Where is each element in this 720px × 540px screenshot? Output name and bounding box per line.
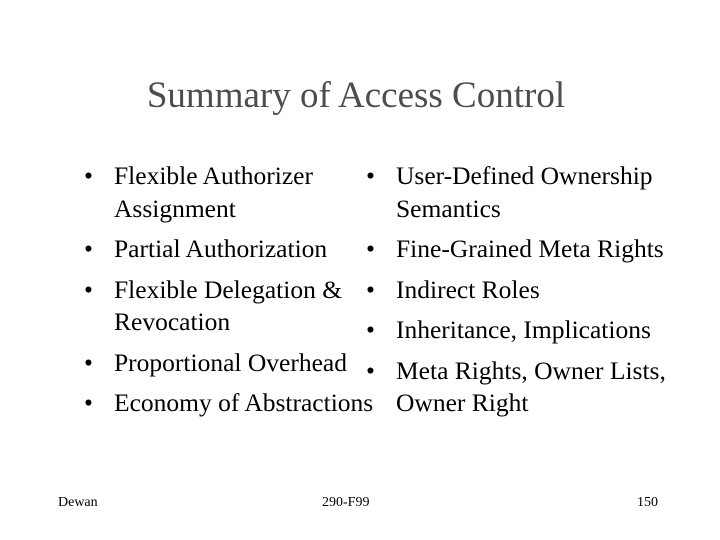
left-bullet-list (84, 160, 384, 428)
slide-title: Summary of Access Control (146, 75, 566, 116)
bullet-text: Inheritance, Implications (396, 315, 651, 344)
bullet-item (84, 274, 384, 339)
bullet-item (366, 233, 706, 266)
bullet-icon: • (366, 274, 375, 304)
bullet-text: Meta Rights, Owner Lists, Owner Right (396, 355, 666, 417)
bullet-item (366, 355, 706, 420)
bullet-icon: • (366, 355, 375, 385)
bullet-item (366, 314, 706, 347)
bullet-text: User-Defined Ownership Semantics (396, 161, 653, 223)
bullet-icon: • (84, 274, 93, 304)
bullet-text: Flexible Delegation & Revocation (114, 274, 343, 336)
bullet-text: Fine-Grained Meta Rights (396, 234, 664, 263)
bullet-item (366, 160, 706, 225)
bullet-item (84, 160, 384, 225)
bullet-text: Flexible Authorizer Assignment (114, 161, 313, 223)
bullet-item (84, 387, 384, 420)
bullet-icon: • (84, 161, 93, 190)
bullet-text: Proportional Overhead (114, 347, 347, 377)
right-bullet-list (366, 160, 706, 428)
bullet-item (84, 233, 384, 266)
footer-course: 290-F99 (322, 495, 370, 510)
bullet-icon: • (84, 347, 93, 377)
footer-author: Dewan (58, 495, 98, 510)
bullet-item (84, 347, 384, 380)
bullet-text: Indirect Roles (396, 274, 540, 304)
bullet-text: Economy of Abstractions (114, 388, 374, 417)
footer-page-number: 150 (637, 495, 658, 510)
bullet-icon: • (84, 234, 93, 263)
bullet-icon: • (366, 161, 375, 190)
bullet-icon: • (84, 388, 93, 417)
bullet-item (366, 274, 706, 307)
bullet-icon: • (366, 234, 375, 263)
bullet-icon: • (366, 315, 375, 344)
bullet-text: Partial Authorization (114, 234, 328, 263)
